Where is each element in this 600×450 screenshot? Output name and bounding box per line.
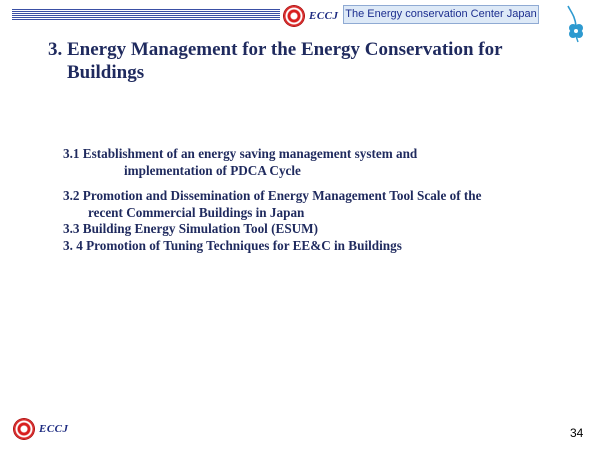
topic-item-text: 3.2 Promotion and Dissemination of Energy Management Tool Scale of the (63, 188, 482, 204)
topic-item-3-3 (63, 221, 583, 238)
eccj-logo-text: ECCJ (39, 423, 69, 435)
topic-item-3-4 (63, 238, 583, 255)
slide-title-line-2: Buildings (67, 62, 145, 83)
header-lines (12, 9, 280, 21)
topic-item-3-2 (63, 188, 583, 221)
eccj-logo-bottom (14, 419, 69, 439)
page-number: 34 (570, 426, 584, 440)
slide-title-line-1: 3. Energy Management for the Energy Conservation for (48, 39, 503, 60)
organization-name-box: The Energy conservation Center Japan (343, 5, 539, 24)
eccj-logo-top (284, 6, 339, 26)
topic-item-text: 3.1 Establishment of an energy saving management system and (63, 146, 418, 161)
topic-item-text-continued: recent Commercial Buildings in Japan (88, 204, 305, 220)
eccj-logo-mark-icon (284, 6, 304, 26)
eccj-logo-mark-icon (14, 419, 34, 439)
slide-title (48, 38, 568, 84)
eccj-logo-text: ECCJ (309, 10, 339, 22)
topic-item-text: 3. 4 Promotion of Tuning Techniques for EE&C in Buildings (63, 237, 402, 253)
topic-item-text-continued: implementation of PDCA Cycle (124, 162, 301, 178)
topic-item-3-1 (63, 146, 583, 179)
topic-list (63, 146, 583, 255)
topic-item-text: 3.3 Building Energy Simulation Tool (ESUM) (63, 221, 319, 237)
